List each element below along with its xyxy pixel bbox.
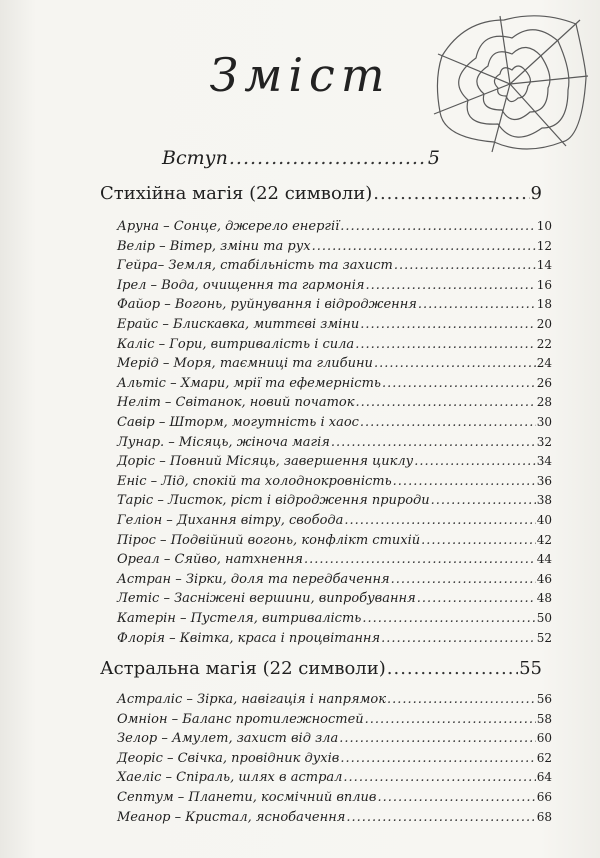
toc-entry-label: Омніон – Баланс протилежностей <box>117 711 364 727</box>
toc-entry-label: Ірел – Вода, очищення та гармонія <box>117 277 365 293</box>
toc-entry-label: Деоріс – Свічка, провідник духів <box>117 750 340 766</box>
toc-entry-label: Пірос – Подвійний вогонь, конфлікт стихій <box>117 532 421 548</box>
toc-entry[interactable] <box>117 376 552 391</box>
toc-entry-label: Летіс – Засніжені вершини, випробування <box>117 591 416 607</box>
page-title: Зміст <box>209 48 391 102</box>
toc-entry-page: 42 <box>536 532 552 547</box>
toc-entry-label: Альтіс – Хмари, мрії та ефемерність <box>117 375 381 391</box>
toc-entry-page: 64 <box>536 770 552 785</box>
toc-entry-label: Мерід – Моря, таємниці та глибини <box>117 356 373 372</box>
dot-leader <box>360 415 536 430</box>
toc-entry-page: 12 <box>536 238 552 253</box>
toc-entry-page: 58 <box>536 711 552 726</box>
dot-leader <box>304 552 536 567</box>
toc-entry[interactable] <box>117 356 552 371</box>
dot-leader <box>340 219 535 234</box>
toc-entry-page: 26 <box>536 375 552 390</box>
toc-entry-label: Таріс – Листок, ріст і відродження природи <box>117 493 430 509</box>
toc-entry[interactable] <box>117 572 552 587</box>
toc-entry-page: 10 <box>536 219 552 233</box>
dot-leader <box>343 770 535 785</box>
toc-entry-label: Хаеліс – Спіраль, шлях в астрал <box>117 770 343 786</box>
toc-entry-page: 30 <box>536 415 552 429</box>
toc-entry-page: 55 <box>519 658 542 679</box>
toc-entry-label: Меанор – Кристал, яснобачення <box>117 809 346 825</box>
toc-entry-page: 9 <box>530 183 542 204</box>
dot-leader <box>374 356 536 371</box>
toc-entry[interactable] <box>117 415 552 430</box>
toc-entry[interactable] <box>117 395 552 410</box>
toc-entry-page: 48 <box>536 591 552 606</box>
dot-leader <box>382 376 536 391</box>
dot-leader <box>339 731 536 746</box>
toc-entry[interactable] <box>117 611 552 626</box>
toc-entry-page: 60 <box>536 731 552 746</box>
toc-entry-label: Геліон – Дихання вітру, свобода <box>117 513 344 528</box>
toc-entry-page: 16 <box>536 277 552 292</box>
toc-entry[interactable] <box>117 219 552 234</box>
toc-entry-label: Неліт – Світанок, новий початок <box>117 395 355 411</box>
dot-leader <box>414 454 536 469</box>
toc-entry-page: 44 <box>536 552 552 567</box>
toc-entry[interactable] <box>117 454 552 469</box>
dot-leader <box>387 692 536 707</box>
toc-entry-page: 34 <box>536 454 552 469</box>
dot-leader <box>365 278 535 293</box>
dot-leader <box>431 493 536 508</box>
toc-entry-label: Флорія – Квітка, краса і процвітання <box>117 630 381 646</box>
dot-leader <box>331 435 536 450</box>
toc-entry[interactable] <box>117 435 552 450</box>
dot-leader <box>417 591 536 606</box>
toc-entry[interactable] <box>117 297 552 312</box>
toc-entry-intro[interactable] <box>162 147 440 169</box>
toc-section-heading[interactable] <box>100 658 542 679</box>
toc-entry-label: Еніс – Лід, спокій та холоднокровність <box>117 473 392 489</box>
toc-entry-page: 56 <box>536 692 552 706</box>
toc-entry[interactable] <box>117 810 552 825</box>
toc-entry[interactable] <box>117 692 552 707</box>
toc-entry-label: Ореал – Сяйво, натхнення <box>117 552 304 568</box>
toc-entry-label: Астран – Зірки, доля та передбачення <box>117 571 390 587</box>
toc-entry-label: Гейра– Земля, стабільність та захист <box>117 258 393 274</box>
dot-leader <box>344 513 535 528</box>
toc-entry[interactable] <box>117 513 552 528</box>
dot-leader <box>373 183 529 204</box>
toc-entry-label: Астральна магія (22 символи) <box>100 658 386 679</box>
toc-entry-page: 68 <box>536 809 552 824</box>
toc-entry-page: 20 <box>536 317 552 331</box>
toc-entry-label: Стихійна магія (22 символи) <box>100 183 373 204</box>
toc-entry[interactable] <box>117 770 552 785</box>
dot-leader <box>229 147 427 169</box>
toc-entry-page: 38 <box>536 493 552 508</box>
dot-leader <box>356 395 536 410</box>
dot-leader <box>346 810 535 825</box>
toc-entry[interactable] <box>117 278 552 293</box>
toc-section-heading[interactable] <box>100 183 542 204</box>
toc-entry[interactable] <box>117 239 552 254</box>
toc-entry-page: 5 <box>427 147 440 169</box>
toc-entry[interactable] <box>117 712 552 727</box>
dot-leader <box>360 317 535 332</box>
toc-entry-page: 22 <box>536 336 552 351</box>
dot-leader <box>355 337 536 352</box>
dot-leader <box>340 751 535 766</box>
toc-entry[interactable] <box>117 751 552 766</box>
dot-leader <box>391 572 536 587</box>
toc-entry[interactable] <box>117 731 552 746</box>
toc-entry-label: Велір – Вітер, зміни та рух <box>117 238 311 254</box>
toc-entry[interactable] <box>117 317 552 332</box>
toc-entry[interactable] <box>117 591 552 606</box>
toc-entry-label: Септум – Планети, космічний вплив <box>117 790 377 805</box>
toc-entry[interactable] <box>117 790 552 805</box>
dot-leader <box>418 297 536 312</box>
toc-entry-label: Савір – Шторм, могутність і хаос <box>117 415 359 430</box>
toc-entry-page: 50 <box>536 611 552 625</box>
toc-entry[interactable] <box>117 474 552 489</box>
dot-leader <box>394 258 536 273</box>
toc-entry-page: 46 <box>536 571 552 586</box>
toc-entry-label: Аруна – Сонце, джерело енергії <box>117 219 340 234</box>
toc-entry-label: Ерайс – Блискавка, миттєві зміни <box>117 317 360 332</box>
toc-entry[interactable] <box>117 533 552 548</box>
toc-entry[interactable] <box>117 493 552 508</box>
toc-entry-page: 40 <box>536 513 552 527</box>
toc-entry-label: Астраліс – Зірка, навігація і напрямок <box>117 692 386 707</box>
toc-entry-label: Зелор – Амулет, захист від зла <box>117 731 339 747</box>
toc-entry-page: 24 <box>536 356 552 371</box>
toc-entry-page: 36 <box>536 473 552 488</box>
dot-leader <box>421 533 536 548</box>
toc-entry-label: Доріс – Повний Місяць, завершення циклу <box>117 454 414 470</box>
toc-entry[interactable] <box>117 552 552 567</box>
toc-entry-page: 18 <box>536 297 552 312</box>
toc-entry-label: Файор – Вогонь, руйнування і відродження <box>117 297 417 313</box>
dot-leader <box>378 790 536 805</box>
toc-entry-page: 62 <box>536 750 552 765</box>
toc-entry-page: 66 <box>536 790 552 804</box>
toc-entry-label: Лунар. – Місяць, жіноча магія <box>117 434 330 450</box>
toc-entry-label: Вступ <box>162 147 228 169</box>
toc-entry-page: 14 <box>536 258 552 273</box>
toc-entry[interactable] <box>117 337 552 352</box>
dot-leader <box>362 611 535 626</box>
dot-leader <box>312 239 536 254</box>
toc-entry-label: Каліс – Гори, витривалість і сила <box>117 336 355 352</box>
dot-leader <box>393 474 536 489</box>
toc-entry[interactable] <box>117 258 552 273</box>
toc-entry-page: 28 <box>536 395 552 410</box>
dot-leader <box>381 631 536 646</box>
dot-leader <box>365 712 536 727</box>
dot-leader <box>387 658 518 679</box>
toc-entry-label: Катерін – Пустеля, витривалість <box>117 611 362 626</box>
toc-entry-page: 32 <box>536 434 552 449</box>
toc-entry-page: 52 <box>536 630 552 645</box>
toc-entry[interactable] <box>117 631 552 646</box>
